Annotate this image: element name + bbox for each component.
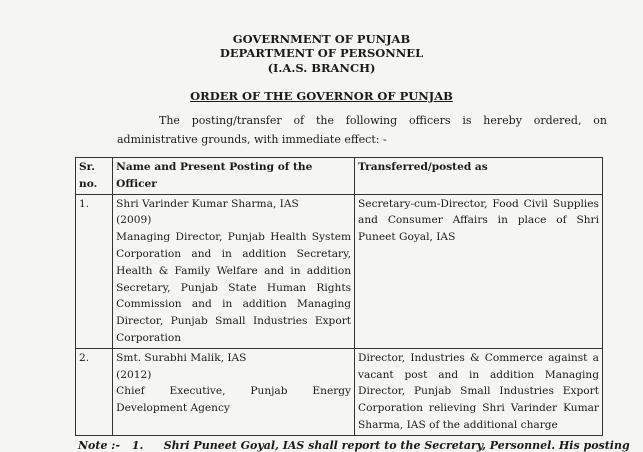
officer-name: Smt. Surabhi Malik, IAS — [116, 351, 247, 364]
header-department: DEPARTMENT OF PERSONNEL — [219, 46, 424, 60]
officer-batch: (2009) — [116, 214, 152, 227]
table-row — [76, 348, 603, 435]
note-label: Note :- — [78, 439, 120, 452]
row-transfer: Secretary-cum-Director, Food Civil Supplies and Consumer Affairs in place of Shri Puneet Goyal, IAS — [355, 194, 603, 348]
header-sr-no: Sr. no. — [76, 158, 113, 195]
row-transfer: Director, Industries & Commerce against a vacant post and in addition Managing Director, Punjab Small Industries Export Corporation relieving Shri Varinder Kumar Sharma, IAS of the additional charge — [355, 348, 603, 435]
officer-name: Shri Varinder Kumar Sharma, IAS — [116, 197, 299, 210]
row-sr: 2. — [76, 348, 113, 435]
table-row — [76, 194, 603, 348]
note-line — [78, 439, 638, 452]
officer-batch: (2012) — [116, 368, 152, 381]
row-officer — [113, 348, 355, 435]
table-header-row — [76, 158, 603, 195]
header-name-posting: Name and Present Posting of the Officer — [113, 158, 355, 195]
note-text: Shri Puneet Goyal, IAS shall report to the Secretary, Personnel. His posting — [163, 439, 630, 452]
present-posting: Chief Executive, Punjab Energy Development Agency — [116, 385, 352, 415]
intro-text: The posting/transfer of the following officers is hereby ordered, on administrative grounds, with immediate effect: - — [117, 114, 607, 146]
intro-paragraph — [117, 111, 607, 149]
present-posting: Managing Director, Punjab Health System Corporation and in addition Secretary, Health & Family Welfare and in addition Secretary, Punjab State Human Rights Commission and in addition Managing Director, Punjab Small Industries Export Corporation — [116, 231, 352, 344]
order-title: ORDER OF THE GOVERNOR OF PUNJAB — [190, 89, 453, 103]
transfer-table — [75, 157, 603, 436]
header-branch: (I.A.S. BRANCH) — [267, 61, 376, 75]
row-sr: 1. — [76, 194, 113, 348]
header-transferred: Transferred/posted as — [355, 158, 603, 195]
note-number: 1. — [131, 439, 144, 452]
row-officer — [113, 194, 355, 348]
header-government: GOVERNMENT OF PUNJAB — [232, 32, 411, 46]
